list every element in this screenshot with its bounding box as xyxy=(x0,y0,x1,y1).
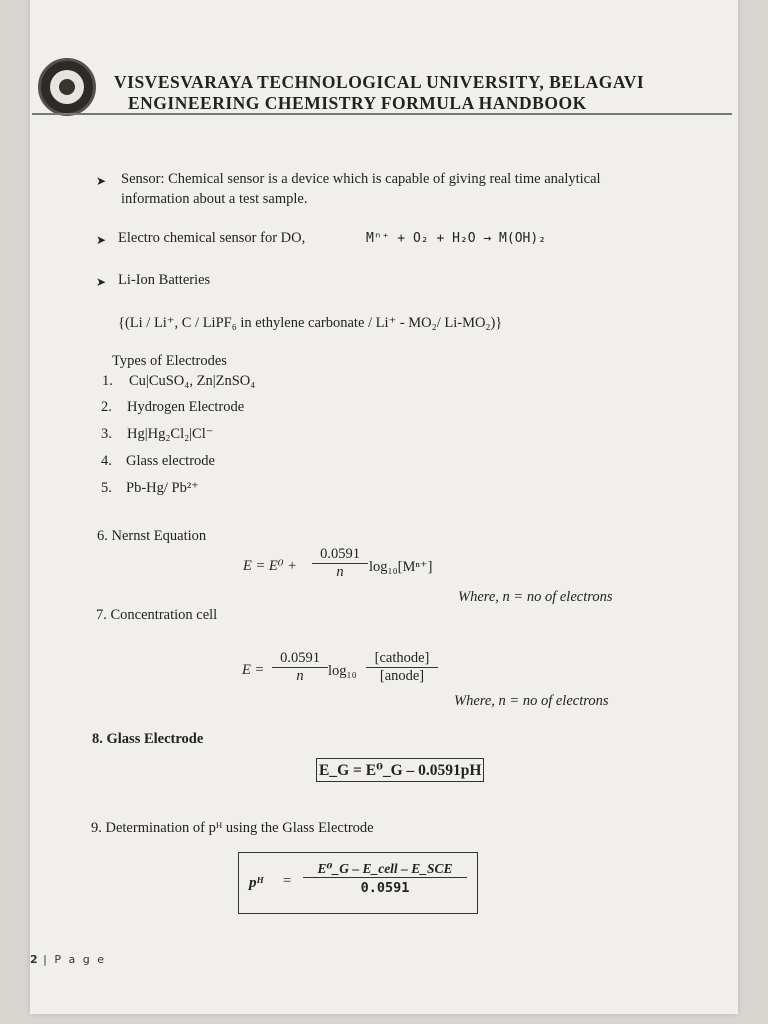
electrode-item: Hydrogen Electrode xyxy=(127,399,245,415)
concentration-numerator: 0.0591 xyxy=(272,650,328,668)
ph-lhs: pᴴ xyxy=(249,875,263,891)
bullet-arrow-icon: ➤ xyxy=(96,233,107,247)
university-logo xyxy=(38,58,96,116)
concentration-ratio xyxy=(366,650,438,685)
nernst-where-note: Where, n = no of electrons xyxy=(458,589,613,605)
li-ion-label: Li-Ion Batteries xyxy=(118,272,211,288)
concentration-lhs: E = xyxy=(242,662,265,678)
electrode-num: 2. xyxy=(101,399,112,415)
glass-electrode-heading: 8. Glass Electrode xyxy=(92,731,204,747)
ph-fraction xyxy=(303,861,467,896)
nernst-heading: 6. Nernst Equation xyxy=(97,528,207,544)
header-divider xyxy=(32,113,732,115)
anode-term: [anode] xyxy=(379,668,425,684)
types-heading: Types of Electrodes xyxy=(112,353,227,369)
document-page xyxy=(30,0,738,1014)
electrode-item: Glass electrode xyxy=(126,453,215,469)
header-subtitle: ENGINEERING CHEMISTRY FORMULA HANDBOOK xyxy=(128,93,587,113)
do-sensor-label: Electro chemical sensor for DO, xyxy=(118,230,306,246)
nernst-numerator: 0.0591 xyxy=(312,546,368,564)
ph-denominator: 0.0591 xyxy=(360,880,410,896)
page-number: 2 xyxy=(30,953,38,966)
electrode-num: 3. xyxy=(101,426,112,442)
nernst-fraction xyxy=(312,546,368,581)
page-footer xyxy=(30,953,106,966)
bullet-arrow-icon: ➤ xyxy=(96,174,107,188)
electrode-item: Hg|Hg₂Cl₂|Cl⁻ xyxy=(127,426,214,442)
header-title: VISVESVARAYA TECHNOLOGICAL UNIVERSITY, BELAGAVI xyxy=(114,72,645,92)
nernst-lhs: E = E⁰ + xyxy=(243,558,297,574)
concentration-denominator: n xyxy=(296,668,304,684)
concentration-log: log₁₀ xyxy=(328,663,357,679)
bullet-arrow-icon: ➤ xyxy=(96,275,107,289)
page-label: | P a g e xyxy=(43,953,106,966)
concentration-where-note: Where, n = no of electrons xyxy=(454,693,609,709)
nernst-log-term: log₁₀[Mⁿ⁺] xyxy=(369,559,433,575)
electrode-num: 5. xyxy=(101,480,112,496)
nernst-denominator: n xyxy=(336,564,344,580)
ph-determination-heading: 9. Determination of pᴴ using the Glass Electrode xyxy=(91,820,374,836)
electrode-num: 1. xyxy=(102,373,113,389)
do-sensor-equation: Mⁿ⁺ + O₂ + H₂O → M(OH)₂ xyxy=(366,231,547,246)
electrode-num: 4. xyxy=(101,453,112,469)
logo-seal-icon xyxy=(50,70,84,104)
ph-formula-box xyxy=(238,852,478,914)
cathode-term: [cathode] xyxy=(366,650,438,668)
sensor-text-cont: information about a test sample. xyxy=(121,191,308,207)
concentration-fraction xyxy=(272,650,328,685)
li-ion-cell-notation: {(Li / Li⁺, C / LiPF₆ in ethylene carbonate / Li⁺ - MO₂/ Li-MO₂)} xyxy=(118,315,503,331)
ph-equals-sign: = xyxy=(283,873,292,889)
electrode-item: Cu|CuSO₄, Zn|ZnSO₄ xyxy=(129,373,256,389)
sensor-text: Sensor: Chemical sensor is a device which is capable of giving real time analytical xyxy=(121,171,601,187)
electrode-item: Pb-Hg/ Pb²⁺ xyxy=(126,480,199,496)
glass-electrode-equation: E_G = E⁰_G – 0.0591pH xyxy=(316,758,484,782)
ph-numerator: E⁰_G – E_cell – E_SCE xyxy=(303,861,467,878)
concentration-heading: 7. Concentration cell xyxy=(96,607,218,623)
